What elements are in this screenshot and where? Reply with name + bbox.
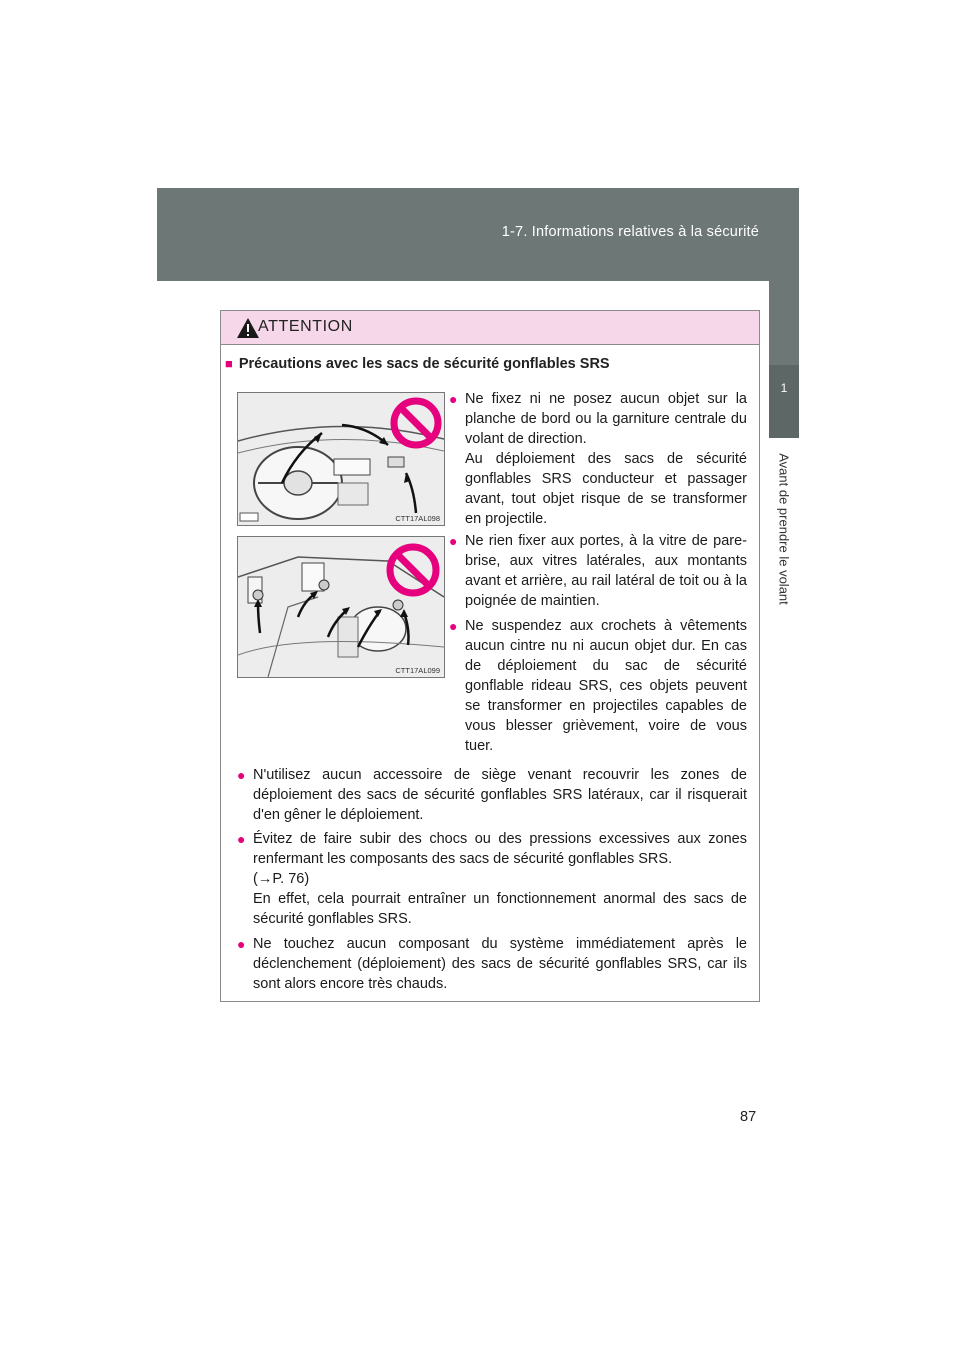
prohibition-icon: [386, 543, 440, 597]
section-title: ■ Précautions avec les sacs de sécurité gonflables SRS: [225, 356, 610, 372]
bullet-shocks: [237, 829, 747, 929]
page-number: 87: [740, 1109, 757, 1125]
illustration-dashboard: [237, 392, 445, 526]
chapter-title: 1-7. Informations relatives à la sécurité: [501, 224, 759, 240]
illustration-caption: CTT17AL099: [395, 666, 440, 675]
side-tab-label: Avant de prendre le volant: [776, 453, 792, 605]
chapter-header-band: [157, 188, 799, 281]
attention-box: [220, 310, 760, 1002]
bullet-text: Au déploiement des sacs de sécurité gonflables SRS conducteur et passager avant, tout objet risque de se transformer en projectile.: [465, 451, 747, 527]
bullet-dot-icon: ●: [449, 391, 458, 407]
bullet-seat-accessory: [237, 765, 747, 825]
side-tab-marker: [769, 365, 799, 438]
attention-header: [221, 311, 759, 345]
bullet-text: Ne touchez aucun composant du système immédiatement après le déclenchement (déploiement) des sacs de sécurité gonflables SRS, car ils sont alors encore très chauds.: [253, 936, 747, 992]
bullet-text: Ne fixez ni ne posez aucun objet sur la planche de bord ou la garniture centrale du volant de direction.: [465, 391, 747, 447]
square-bullet-icon: ■: [225, 356, 233, 371]
bullet-windows: [449, 531, 747, 611]
bullet-text: N'utilisez aucun accessoire de siège venant recouvrir les zones de déploiement des sacs de sécurité gonflables SRS latéraux, car il risquerait d'en gêner le déploiement.: [253, 767, 747, 823]
bullet-hot-components: [237, 934, 747, 994]
bullet-text: En effet, cela pourrait entraîner un fonctionnement anormal des sacs de sécurité gonflables SRS.: [253, 891, 747, 927]
bullet-dot-icon: ●: [237, 936, 246, 952]
warning-triangle-icon: [236, 317, 260, 339]
bullet-text: Ne suspendez aux crochets à vêtements aucun cintre nu ni aucun objet dur. En cas de déploiement du sac de sécurité gonflable rideau SRS, ces objets peuvent se transformer en projectiles capables de vous blesser grièvement, voire de vous tuer.: [465, 618, 747, 754]
bullet-text: Ne rien fixer aux portes, à la vitre de pare-brise, aux vitres latérales, aux montants avant et arrière, au rail latéral de toit ou à la poignée de maintien.: [465, 533, 747, 609]
illustration-caption: CTT17AL098: [395, 514, 440, 523]
prohibition-icon: [390, 397, 442, 449]
bullet-dot-icon: ●: [449, 618, 458, 634]
attention-label: ATTENTION: [258, 318, 353, 335]
bullet-dot-icon: ●: [449, 533, 458, 549]
illustration-interior: [237, 536, 445, 678]
bullet-dot-icon: ●: [237, 767, 246, 783]
bullet-dashboard: [449, 389, 747, 529]
side-tab-number: 1: [780, 381, 788, 395]
bullet-hooks: [449, 616, 747, 756]
side-tab-label-area: [769, 438, 799, 620]
bullet-text: Évitez de faire subir des chocs ou des pressions excessives aux zones renfermant les composants des sacs de sécurité gonflables SRS.: [253, 831, 747, 867]
bullet-dot-icon: ●: [237, 831, 246, 847]
page-reference: (→P. 76): [253, 871, 310, 887]
